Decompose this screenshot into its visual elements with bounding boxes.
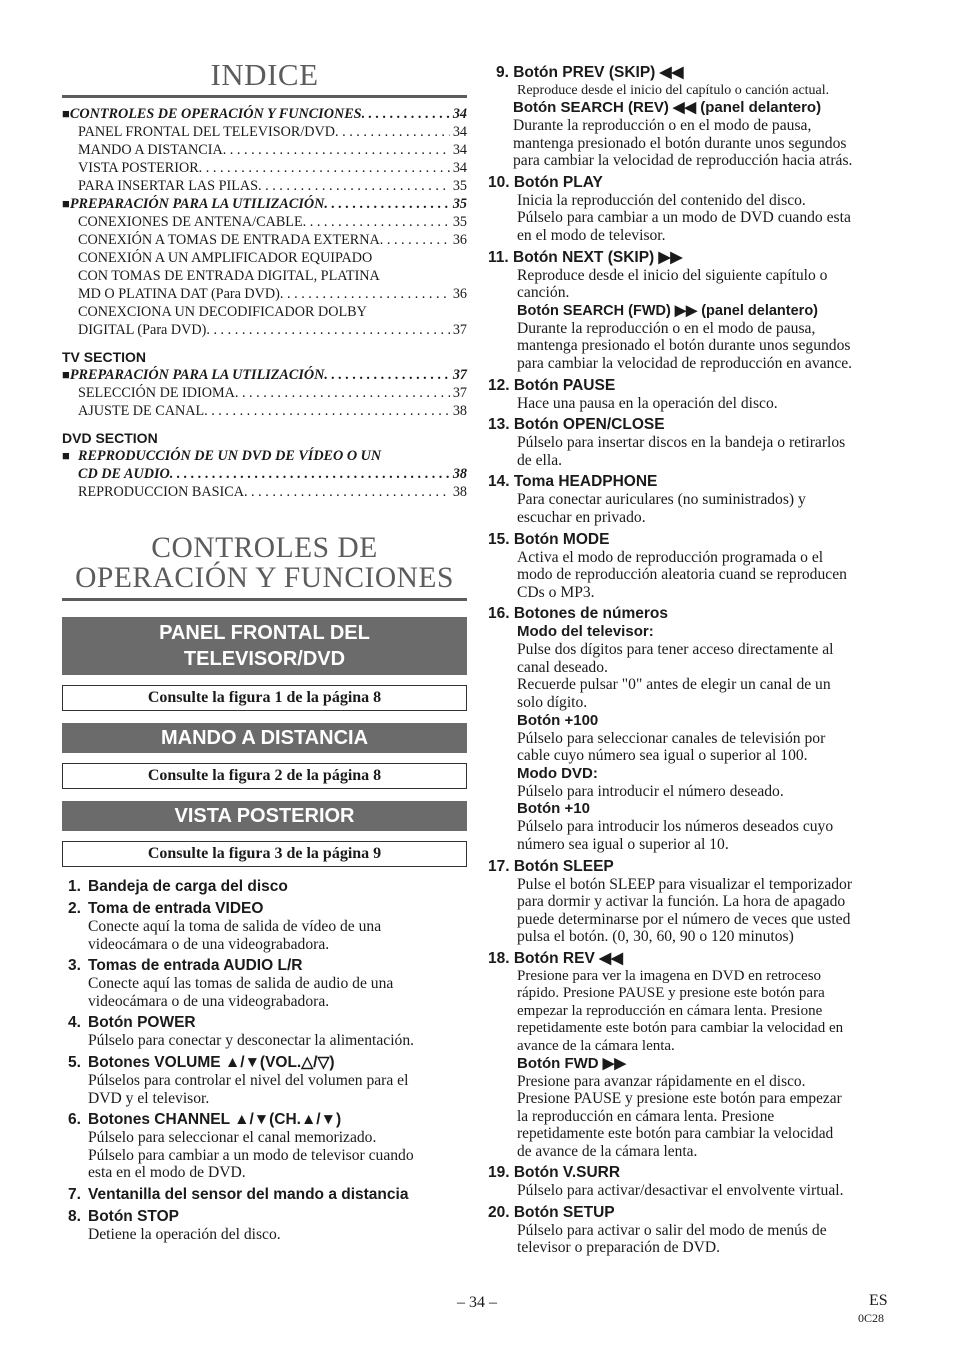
body-line: de avance de la cámara lenta. [517, 1142, 698, 1160]
toc-entry [62, 267, 467, 285]
toc-entry-text: PANEL FRONTAL DEL TELEVISOR/DVD [78, 124, 335, 140]
item-19 [488, 1163, 898, 1200]
item-number: 1. [68, 878, 81, 895]
body-line: repetidamente este botón para cambiar la velocidad en [517, 1020, 844, 1037]
item-16-title: 16. Botones de números [488, 605, 669, 623]
item-3 [62, 956, 467, 1010]
square-bullet-icon: ■ [62, 448, 70, 463]
toc-leader-dots [303, 213, 450, 231]
vista-band: VISTA POSTERIOR [62, 801, 467, 831]
body-line: empezar la reproducción en cámara lenta. Presione [517, 1002, 823, 1019]
toc-page-number: 36 [452, 232, 467, 248]
body-line: para cambiar la velocidad de reproducción en avance. [517, 354, 853, 372]
toc-entry [62, 213, 467, 231]
item-title-text: Botones CHANNEL ▲/▼(CH.▲/▼) [88, 1111, 342, 1129]
toc-leader-dots [235, 384, 450, 402]
item-16-sub1: Modo del televisor: [517, 623, 654, 641]
toc-entry-text: CD DE AUDIO [78, 466, 170, 482]
panel-frontal-ref: Consulte la figura 1 de la página 8 [62, 685, 467, 711]
toc-leader-dots [223, 141, 450, 159]
toc-leader-dots [380, 231, 450, 249]
item-18-sub-body [488, 1073, 898, 1160]
item-4 [62, 1013, 467, 1050]
toc-entry-text: CONEXCIONA UN DECODIFICADOR DOLBY [78, 304, 367, 320]
body-line: televisor o preparación de DVD. [517, 1239, 721, 1257]
body-line: Púlselo para activar/desactivar el envolvente virtual. [517, 1182, 844, 1200]
toc-entry-text: CONEXIÓN A UN AMPLIFICADOR EQUIPADO [78, 250, 373, 266]
body-line: número sea igual o superior al 10. [517, 836, 729, 854]
item-9-sub-body [488, 117, 898, 170]
item-2 [62, 899, 467, 953]
body-line: pulsa el botón. (0, 30, 60, 90 o 120 minutos) [517, 928, 794, 946]
index-title: INDICE [62, 58, 467, 98]
item-title [62, 877, 467, 896]
body-line: CDs o MP3. [517, 583, 595, 601]
toc-entry-text: REPRODUCCIÓN DE UN DVD DE VÍDEO O UN [78, 448, 382, 464]
item-14-body [488, 491, 898, 526]
item-title [62, 1110, 467, 1129]
item-20 [488, 1203, 898, 1257]
body-line: puede determinarse por el número de veces que usted [517, 910, 851, 928]
item-number: 8. [68, 1207, 81, 1225]
item-body-line: esta en el modo de DVD. [88, 1164, 246, 1182]
body-line: rápido. Presione PAUSE y presione este botón para [517, 985, 825, 1002]
toc-leader-dots [324, 195, 449, 213]
toc-page-number: 34 [452, 160, 467, 176]
item-body-line: videocámara o de una videograbadora. [88, 935, 330, 953]
item-11-body [488, 267, 898, 302]
item-16-sub4-body [488, 818, 898, 853]
toc-tv-list [62, 366, 467, 420]
item-title [62, 1053, 467, 1072]
item-title-text: Bandeja de carga del disco [88, 878, 288, 895]
item-16-sub2: Botón +100 [517, 711, 599, 729]
toc-main-entry [62, 447, 467, 465]
item-body-line: DVD y el televisor. [88, 1089, 210, 1107]
toc-entry [62, 177, 467, 195]
item-number: 5. [68, 1053, 81, 1071]
item-title-text: Botón STOP [88, 1207, 179, 1225]
body-line: solo dígito. [517, 694, 588, 712]
item-title-text: Tomas de entrada AUDIO L/R [88, 957, 303, 975]
item-5 [62, 1053, 467, 1107]
body-line: Pulse el botón SLEEP para visualizar el temporizador [517, 875, 853, 893]
square-bullet-icon: ■ [62, 106, 70, 121]
page-number: – 34 – [457, 1294, 497, 1311]
item-18 [488, 949, 898, 1160]
item-body-line: Conecte aquí la toma de salida de vídeo de una [88, 918, 382, 935]
toc-entry-text: CONEXIONES DE ANTENA/CABLE [78, 214, 303, 230]
toc-entry [62, 303, 467, 321]
item-title [62, 1013, 467, 1032]
left-column [62, 58, 467, 1247]
toc-leader-dots [199, 159, 450, 177]
item-title [62, 1207, 467, 1226]
toc-leader-dots [206, 321, 449, 339]
item-9-body: Reproduce desde el inicio del capítulo o canción actual. [517, 83, 830, 98]
body-line: Para conectar auriculares (no suministrados) y [517, 491, 806, 509]
item-10-title: 10. Botón PLAY [488, 173, 603, 191]
body-line: la reproducción en cámara lenta. Presione [517, 1107, 775, 1125]
item-number: 2. [68, 900, 81, 917]
item-title-text: Botón POWER [88, 1014, 196, 1032]
item-15-title: 15. Botón MODE [488, 530, 610, 548]
item-11-title: 11. Botón NEXT (SKIP) ▶▶ [488, 248, 683, 266]
body-line: mantenga presionado el botón durante unos segundos [517, 337, 851, 355]
item-16-sub3: Modo DVD: [517, 764, 598, 782]
item-body-line: Púlselos para controlar el nivel del volumen para el [88, 1071, 409, 1089]
item-8 [62, 1207, 467, 1244]
panel-frontal-band [62, 617, 467, 675]
item-title [62, 956, 467, 975]
toc-entry-text: CON TOMAS DE ENTRADA DIGITAL, PLATINA [78, 268, 380, 284]
item-11-sub-body [488, 320, 898, 373]
toc-entry-text: PARA INSERTAR LAS PILAS [78, 178, 258, 194]
toc-entry [62, 402, 467, 420]
body-line: Activa el modo de reproducción programada o el [517, 548, 824, 566]
item-20-title: 20. Botón SETUP [488, 1203, 615, 1221]
item-11-sub: Botón SEARCH (FWD) ▶▶ (panel delantero) [517, 302, 819, 319]
controls-title [62, 533, 467, 601]
toc-page-number: 34 [452, 106, 467, 122]
toc-entry [62, 384, 467, 402]
toc-entry [62, 249, 467, 267]
toc-entry [62, 141, 467, 159]
body-line: Pulse dos dígitos para tener acceso directamente al [517, 641, 834, 659]
toc-entry-text: PREPARACIÓN PARA LA UTILIZACIÓN [69, 367, 325, 383]
toc-leader-dots [324, 366, 449, 384]
toc-entry-text: PREPARACIÓN PARA LA UTILIZACIÓN [69, 196, 325, 212]
body-line: Reproduce desde el inicio del siguiente capítulo o [517, 266, 828, 284]
toc-page-number: 37 [452, 367, 467, 383]
item-16-sub4: Botón +10 [517, 800, 590, 818]
toc-page-number: 37 [452, 322, 467, 338]
toc-leader-dots [362, 105, 450, 123]
body-line: Hace una pausa en la operación del disco. [517, 394, 778, 412]
item-title [62, 899, 467, 918]
item-6 [62, 1110, 467, 1182]
toc-leader-dots [204, 402, 450, 420]
item-1 [62, 877, 467, 896]
toc-main-list [62, 105, 467, 339]
item-14-title: 14. Toma HEADPHONE [488, 473, 658, 491]
toc-leader-dots [335, 123, 450, 141]
body-line: avance de la cámara lenta. [517, 1037, 675, 1054]
item-number: 6. [68, 1111, 81, 1129]
body-line: de ella. [517, 451, 563, 469]
item-14 [488, 472, 898, 526]
toc-entry [62, 285, 467, 303]
item-13-title: 13. Botón OPEN/CLOSE [488, 416, 665, 434]
toc-entry-text: MD O PLATINA DAT (Para DVD) [78, 286, 280, 302]
toc-entry-text: CONEXIÓN A TOMAS DE ENTRADA EXTERNA [78, 232, 380, 248]
item-16 [488, 604, 898, 853]
toc-entry-text: VISTA POSTERIOR [78, 160, 199, 176]
item-9-sub: Botón SEARCH (REV) ◀◀ (panel delantero) [513, 99, 822, 116]
toc-page-number: 38 [452, 466, 467, 482]
body-line: Púlselo para insertar discos en la bandeja o retirarlos [517, 434, 846, 452]
body-line: mantenga presionado el botón durante unos segundos [513, 134, 847, 152]
body-line: repetidamente este botón para cambiar la velocidad [517, 1125, 834, 1143]
body-line: para cambiar la velocidad de reproducción hacia atrás. [513, 152, 853, 170]
tv-section-label: TV SECTION [62, 349, 147, 365]
body-line: canal deseado. [517, 658, 608, 676]
left-items-list [62, 877, 467, 1244]
body-line: Inicia la reproducción del contenido del disco. [517, 191, 806, 209]
toc-entry [62, 231, 467, 249]
toc-entry-text: REPRODUCCION BASICA [78, 484, 244, 500]
item-title [62, 1185, 467, 1204]
body-line: Púlselo para introducir los números deseados cuyo [517, 818, 834, 836]
index-toc [62, 105, 467, 501]
toc-page-number: 38 [452, 484, 467, 500]
language-code: ES [869, 1292, 888, 1309]
body-line: Recuerde pulsar "0" antes de elegir un canal de un [517, 676, 831, 694]
toc-entry [62, 123, 467, 141]
toc-leader-dots [280, 285, 450, 303]
toc-page-number: 36 [452, 286, 467, 302]
toc-page-number: 37 [452, 385, 467, 401]
toc-entry-text: SELECCIÓN DE IDIOMA [78, 385, 235, 401]
item-9 [488, 63, 898, 170]
right-column [488, 63, 898, 1260]
body-line: Presione PAUSE y presione este botón para empezar [517, 1090, 842, 1108]
toc-page-number: 38 [452, 403, 467, 419]
dvd-section-label: DVD SECTION [62, 430, 158, 446]
body-line: en el modo de televisor. [517, 226, 666, 244]
toc-entry [62, 483, 467, 501]
mando-ref: Consulte la figura 2 de la página 8 [62, 763, 467, 789]
item-title-text: Toma de entrada VIDEO [88, 900, 264, 917]
body-line: Púlselo para cambiar a un modo de DVD cuando esta [517, 209, 851, 227]
item-number: 3. [68, 957, 81, 975]
toc-entry-text: CONTROLES DE OPERACIÓN Y FUNCIONES [69, 106, 362, 122]
item-body-line: Púlselo para conectar y desconectar la alimentación. [88, 1032, 415, 1050]
item-15 [488, 530, 898, 602]
toc-page-number: 35 [452, 178, 467, 194]
controls-title-line1: CONTROLES DE [151, 532, 378, 564]
item-17-title: 17. Botón SLEEP [488, 857, 614, 875]
vista-ref: Consulte la figura 3 de la página 9 [62, 841, 467, 867]
toc-entry-text: MANDO A DISTANCIA [78, 142, 223, 158]
item-20-body [488, 1222, 898, 1257]
item-body-line: Púlselo para cambiar a un modo de televisor cuando [88, 1146, 414, 1164]
body-line: Durante la reproducción o en el modo de pausa, [513, 117, 812, 134]
item-19-body [488, 1182, 898, 1200]
item-16-sub1-body [488, 641, 898, 711]
item-10-body [488, 192, 898, 245]
item-body-line: Conecte aquí las tomas de salida de audio de una [88, 975, 394, 993]
document-code: 0C28 [858, 1311, 885, 1325]
toc-leader-dots [244, 483, 450, 501]
item-19-title: 19. Botón V.SURR [488, 1164, 621, 1182]
item-9-title: 9. Botón PREV (SKIP) ◀◀ [496, 64, 684, 81]
toc-page-number: 35 [452, 196, 467, 212]
body-line: modo de reproducción aleatoria cuand se reproducen [517, 566, 847, 584]
body-line: Presione para avanzar rápidamente en el disco. [517, 1073, 806, 1091]
toc-entry [62, 159, 467, 177]
body-line: Púlselo para activar o salir del modo de menús de [517, 1221, 827, 1239]
controls-title-line2: OPERACIÓN Y FUNCIONES [75, 562, 454, 594]
toc-entry [62, 321, 467, 339]
toc-dvd-list [62, 447, 467, 501]
body-line: escuchar en privado. [517, 508, 646, 526]
panel-band-line2: TELEVISOR/DVD [183, 648, 346, 670]
item-13 [488, 415, 898, 469]
item-16-sub2-body [488, 730, 898, 765]
item-10 [488, 173, 898, 245]
toc-leader-dots [258, 177, 450, 195]
item-12-title: 12. Botón PAUSE [488, 376, 616, 394]
item-7 [62, 1185, 467, 1204]
item-number: 7. [68, 1185, 81, 1203]
body-line: canción. [517, 284, 570, 302]
item-17-body [488, 876, 898, 946]
square-bullet-icon: ■ [62, 367, 70, 382]
item-17 [488, 857, 898, 946]
body-line: Durante la reproducción o en el modo de pausa, [517, 319, 816, 337]
item-body-line: videocámara o de una videograbadora. [88, 992, 330, 1010]
item-18-body [488, 968, 898, 1055]
item-body-line: Púlselo para seleccionar el canal memorizado. [88, 1129, 377, 1147]
square-bullet-icon: ■ [62, 196, 70, 211]
item-title-text: Botones VOLUME ▲/▼(VOL.△/▽) [88, 1053, 335, 1071]
item-16-sub3-body [488, 783, 898, 801]
mando-band: MANDO A DISTANCIA [62, 723, 467, 753]
toc-main-entry-continued [62, 465, 467, 483]
item-number: 4. [68, 1014, 81, 1032]
toc-main-entry [62, 195, 467, 213]
body-line: cable cuyo número sea igual o superior al 100. [517, 747, 808, 765]
toc-main-entry [62, 366, 467, 384]
item-18-title: 18. Botón REV ◀◀ [488, 950, 623, 967]
toc-page-number: 34 [452, 142, 467, 158]
toc-entry-text: AJUSTE DE CANAL [78, 403, 205, 419]
panel-band-line1: PANEL FRONTAL DEL [159, 622, 370, 644]
item-13-body [488, 434, 898, 469]
item-11 [488, 248, 898, 373]
item-18-sub: Botón FWD ▶▶ [517, 1055, 626, 1073]
item-15-body [488, 549, 898, 602]
item-body-line: Detiene la operación del disco. [88, 1225, 281, 1243]
body-line: Púlselo para introducir el número deseado. [517, 782, 784, 800]
toc-page-number: 34 [452, 124, 467, 140]
item-12 [488, 376, 898, 413]
item-title-text: Ventanilla del sensor del mando a distancia [88, 1185, 409, 1203]
item-12-body [488, 395, 898, 413]
body-line: Púlselo para seleccionar canales de televisión por [517, 729, 826, 747]
toc-page-number: 35 [452, 214, 467, 230]
toc-main-entry [62, 105, 467, 123]
toc-leader-dots [170, 465, 450, 483]
body-line: para dormir y activar la función. La hora de apagado [517, 893, 846, 911]
toc-entry-text: DIGITAL (Para DVD) [78, 322, 207, 338]
body-line: Presione para ver la imagena en DVD en retroceso [517, 968, 822, 984]
